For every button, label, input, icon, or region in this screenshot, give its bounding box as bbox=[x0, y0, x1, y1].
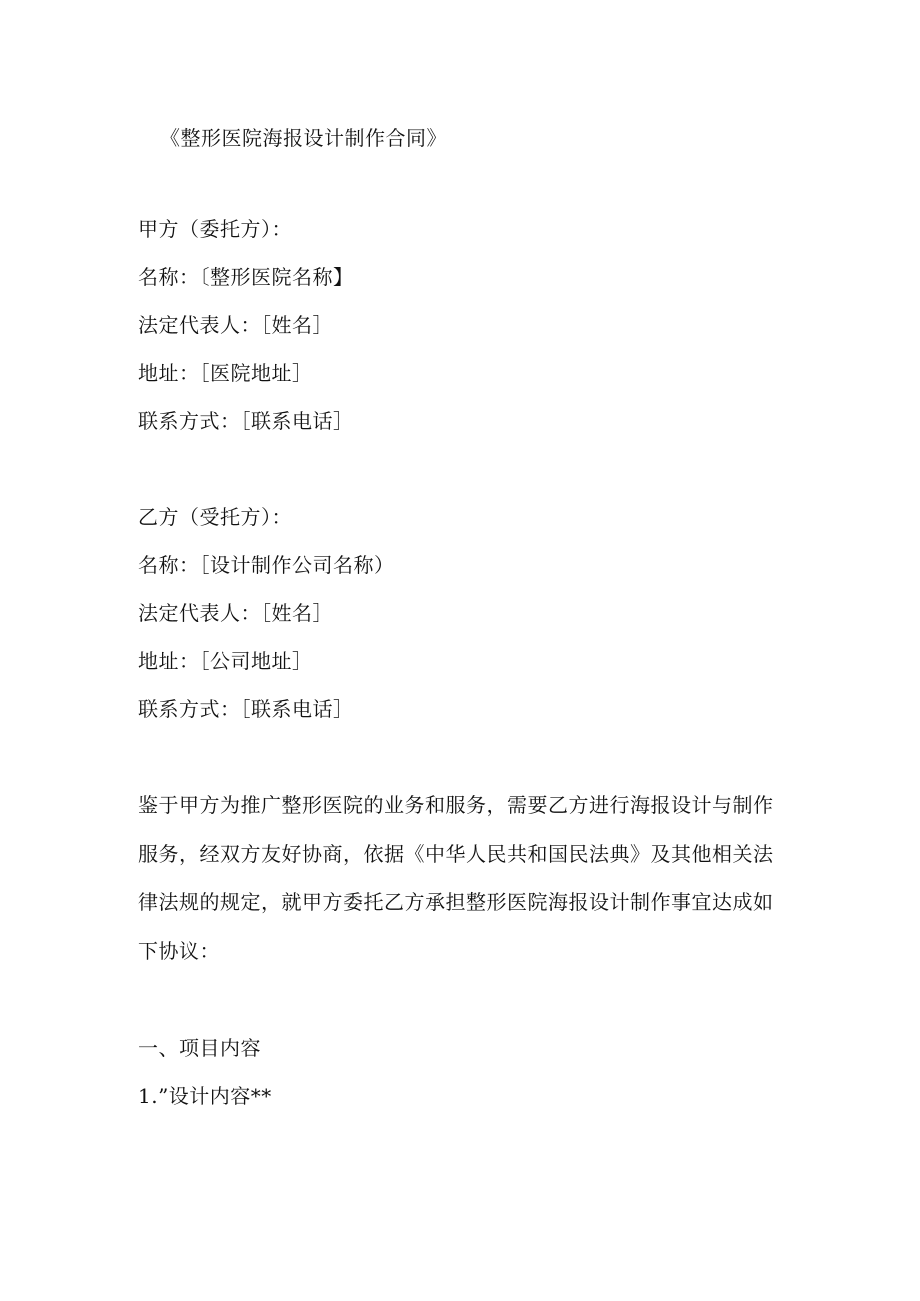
party-b-address: 地址：［公司地址］ bbox=[138, 649, 313, 673]
party-b-heading: 乙方（受托方）： bbox=[138, 505, 292, 529]
party-a-representative: 法定代表人：［姓名］ bbox=[138, 313, 333, 337]
party-a-address: 地址：［医院地址］ bbox=[138, 361, 313, 385]
section-1-item-1: 1.”设计内容** bbox=[138, 1084, 272, 1108]
party-a-name: 名称：〔整形医院名称】 bbox=[138, 265, 354, 289]
document-title: 《整形医院海报设计制作合同》 bbox=[160, 126, 447, 150]
party-b-contact: 联系方式：［联系电话］ bbox=[138, 697, 354, 721]
party-a-contact: 联系方式：［联系电话］ bbox=[138, 409, 354, 433]
preamble-line: 律法规的规定，就甲方委托乙方承担整形医院海报设计制作事宜达成如 bbox=[138, 890, 774, 914]
preamble-line: 下协议： bbox=[138, 938, 220, 963]
preamble-paragraph bbox=[138, 781, 778, 975]
party-a-heading: 甲方（委托方）： bbox=[138, 217, 292, 241]
party-b-name: 名称：［设计制作公司名称） bbox=[138, 553, 395, 577]
preamble-line: 鉴于甲方为推广整形医院的业务和服务，需要乙方进行海报设计与制作 bbox=[138, 793, 774, 817]
party-b-representative: 法定代表人：［姓名］ bbox=[138, 601, 333, 625]
section-1-heading: 一、项目内容 bbox=[138, 1036, 261, 1060]
preamble-line: 服务，经双方友好协商，依据《中华人民共和国民法典》及其他相关法 bbox=[138, 841, 774, 866]
